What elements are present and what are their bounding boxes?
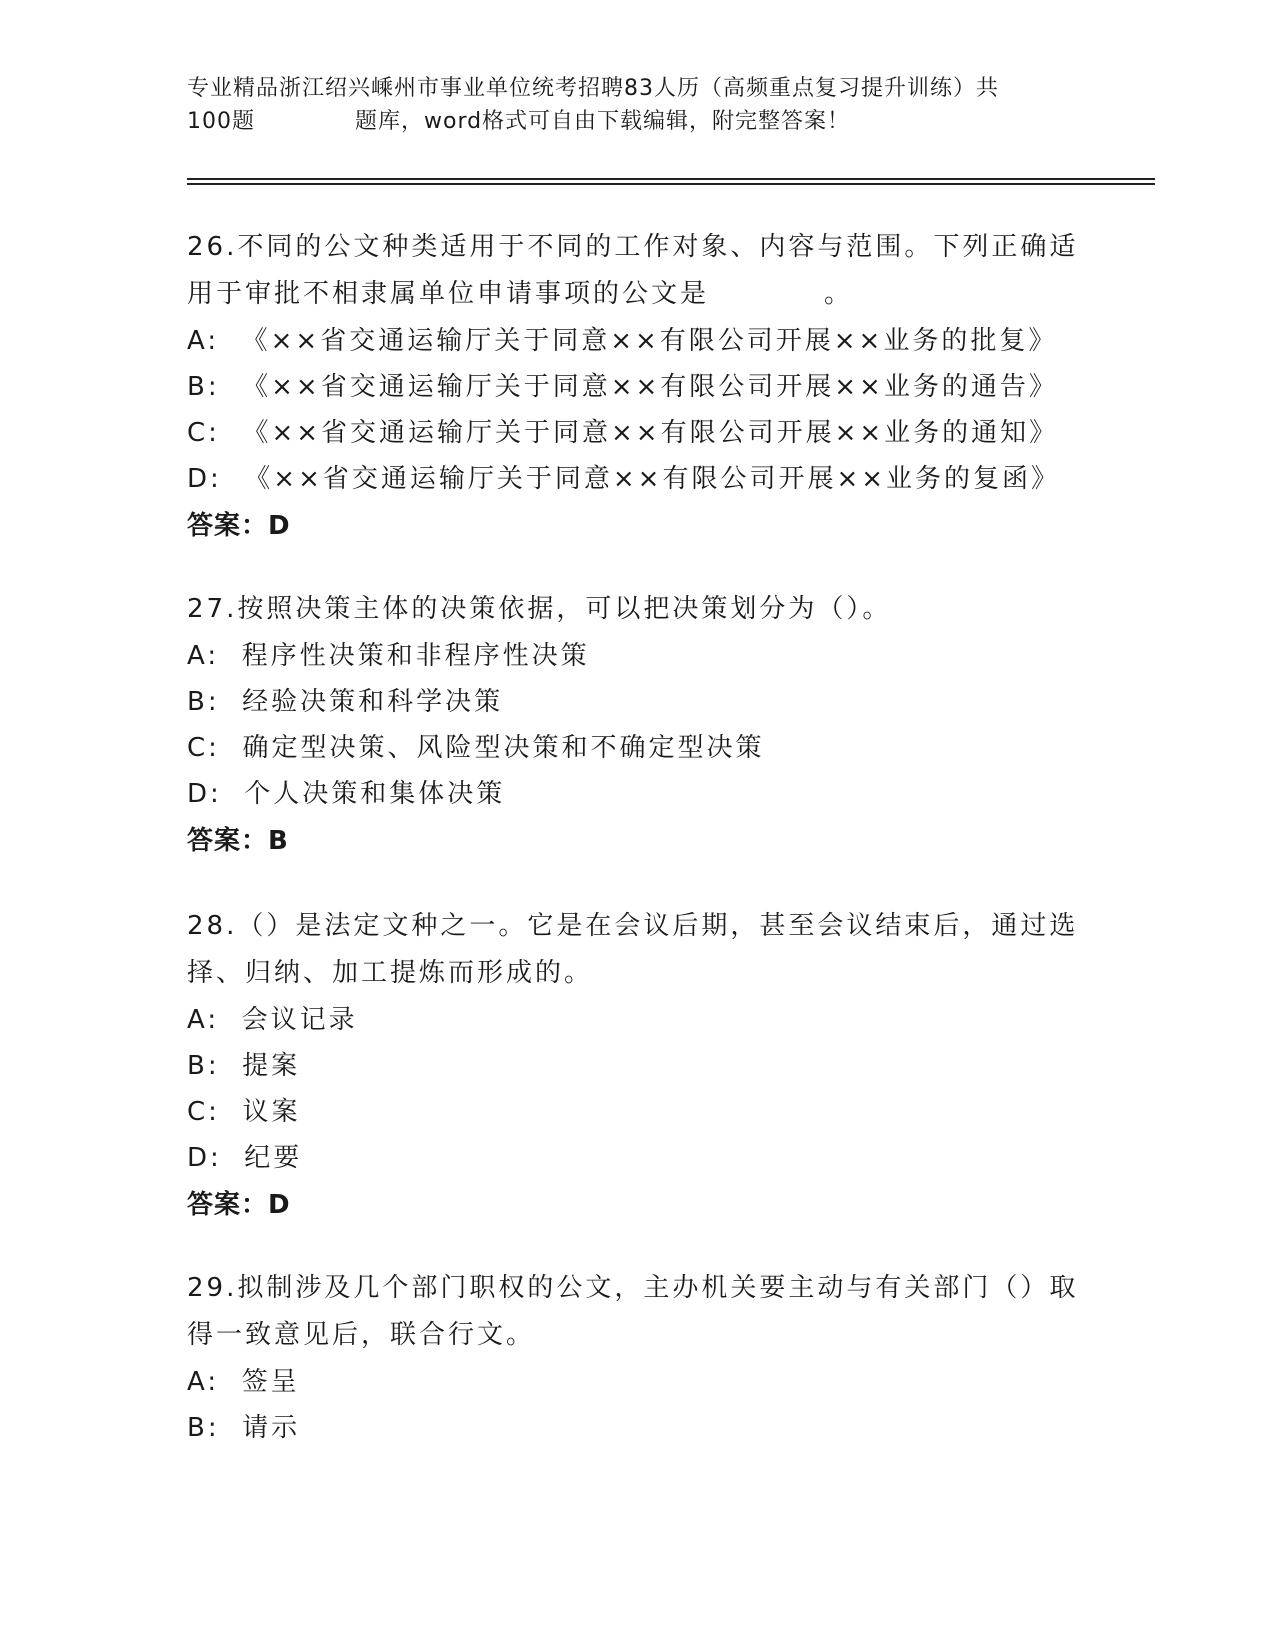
option-a: A: 签呈: [187, 1367, 300, 1397]
question-stem-line: 得一致意见后，联合行文。: [187, 1320, 536, 1350]
header-line-2: 100题 题库，word格式可自由下载编辑，附完整答案！: [187, 109, 851, 134]
option-b: B: 请示: [187, 1413, 301, 1443]
option-b: B: 经验决策和科学决策: [187, 687, 504, 717]
header-divider-top: [187, 178, 1155, 180]
question-stem-line: 26.不同的公文种类适用于不同的工作对象、内容与范围。下列正确适: [187, 232, 1079, 262]
question-stem-line: [187, 271, 1087, 318]
header-divider-bottom: [187, 183, 1155, 185]
option-a: A: 程序性决策和非程序性决策: [187, 641, 590, 671]
option-a: A: 会议记录: [187, 1005, 358, 1035]
document-header: [187, 72, 1087, 138]
question-stem-line: 29.拟制涉及几个部门职权的公文，主办机关要主动与有关部门（）取: [187, 1273, 1079, 1303]
option-d: D: 《××省交通运输厅关于同意××有限公司开展××业务的复函》: [187, 464, 1061, 494]
option-c: C: 《××省交通运输厅关于同意××有限公司开展××业务的通知》: [187, 418, 1059, 448]
answer-line: 答案：B: [187, 826, 289, 856]
option-d: D: 个人决策和集体决策: [187, 779, 506, 809]
answer-line: 答案：D: [187, 511, 291, 541]
question-stem-text: 用于审批不相隶属单位申请事项的公文是: [187, 279, 710, 309]
answer-line: 答案：D: [187, 1190, 291, 1220]
option-a: A: 《××省交通运输厅关于同意××有限公司开展××业务的批复》: [187, 326, 1058, 356]
question-27: [187, 586, 1087, 865]
question-28: [187, 903, 1087, 1229]
question-29: [187, 1265, 1087, 1451]
option-c: C: 确定型决策、风险型决策和不确定型决策: [187, 733, 765, 763]
option-b: B: 《××省交通运输厅关于同意××有限公司开展××业务的通告》: [187, 372, 1058, 402]
question-stem-line: 28.（）是法定文种之一。它是在会议后期，甚至会议结束后，通过选: [187, 911, 1079, 941]
option-d: D: 纪要: [187, 1143, 303, 1173]
option-b: B: 提案: [187, 1051, 301, 1081]
question-stem-line: 27.按照决策主体的决策依据，可以把决策划分为（）。: [187, 594, 892, 624]
question-26: [187, 224, 1087, 550]
question-stem-line: 择、归纳、加工提炼而形成的。: [187, 958, 594, 988]
header-line-1: 专业精品浙江绍兴嵊州市事业单位统考招聘83人历（高频重点复习提升训练）共: [187, 76, 999, 101]
question-stem-end: 。: [824, 279, 854, 309]
option-c: C: 议案: [187, 1097, 301, 1127]
